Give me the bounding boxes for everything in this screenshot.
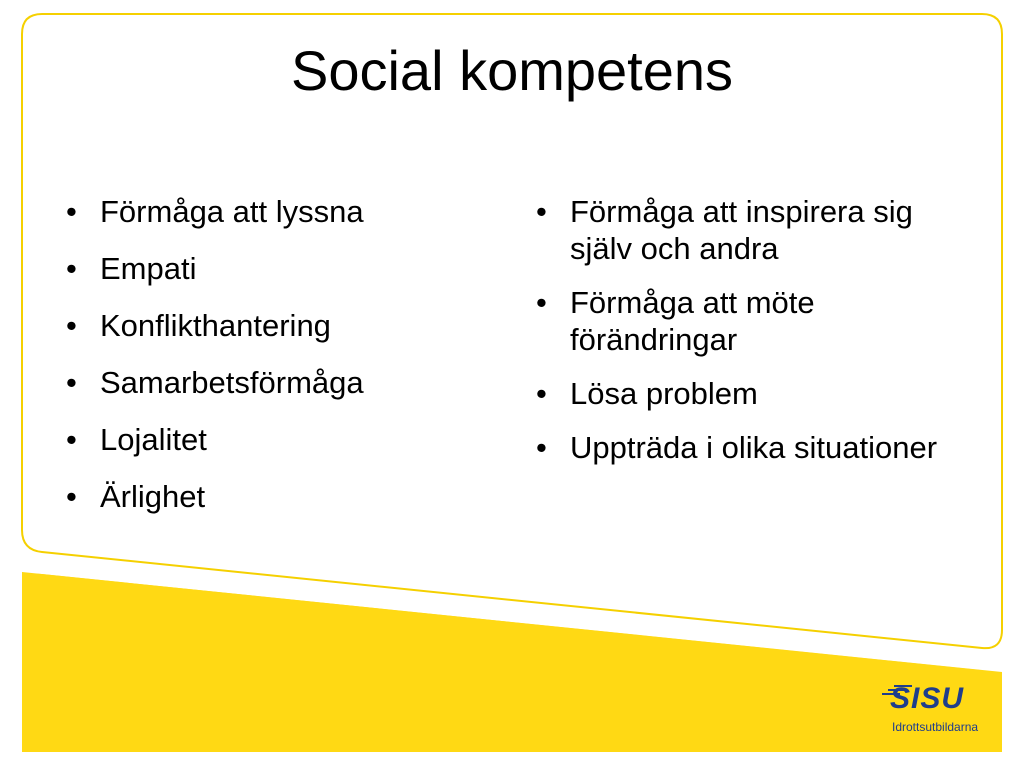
list-item-text: Empati	[100, 251, 197, 286]
list-item	[60, 421, 480, 458]
bullet: •	[536, 376, 547, 411]
logo-wordmark: SISU	[890, 682, 965, 715]
bullet: •	[536, 194, 547, 229]
list-item	[530, 429, 980, 466]
list-item	[60, 364, 480, 401]
list-item-text: Uppträda i olika situationer	[570, 430, 938, 465]
list-item	[60, 250, 480, 287]
bullet: •	[66, 422, 77, 457]
bullet: •	[66, 194, 77, 229]
list-item-text: Lösa problem	[570, 376, 758, 411]
list-item-text: Förmåga att möte förändringar	[570, 285, 815, 357]
list-item	[530, 375, 980, 412]
list-item-text: Förmåga att inspirera sig själv och andra	[570, 194, 913, 266]
list-item	[60, 307, 480, 344]
left-bullet-list	[60, 193, 480, 535]
list-item	[530, 284, 980, 358]
bullet: •	[66, 308, 77, 343]
bullet: •	[66, 251, 77, 286]
list-item	[530, 193, 980, 267]
list-item-text: Konflikthantering	[100, 308, 331, 343]
bullet: •	[536, 285, 547, 320]
sisu-logo	[876, 682, 996, 742]
bullet: •	[66, 365, 77, 400]
list-item-text: Förmåga att lyssna	[100, 194, 364, 229]
list-item-text: Lojalitet	[100, 422, 207, 457]
list-item-text: Ärlighet	[100, 479, 206, 514]
list-item	[60, 193, 480, 230]
logo-subtitle: Idrottsutbildarna	[892, 720, 979, 734]
list-item-text: Samarbetsförmåga	[100, 365, 364, 400]
bullet: •	[66, 479, 77, 514]
list-item	[60, 478, 480, 515]
slide-title: Social kompetens	[290, 39, 733, 102]
right-bullet-list	[530, 193, 980, 483]
bullet: •	[536, 430, 547, 465]
